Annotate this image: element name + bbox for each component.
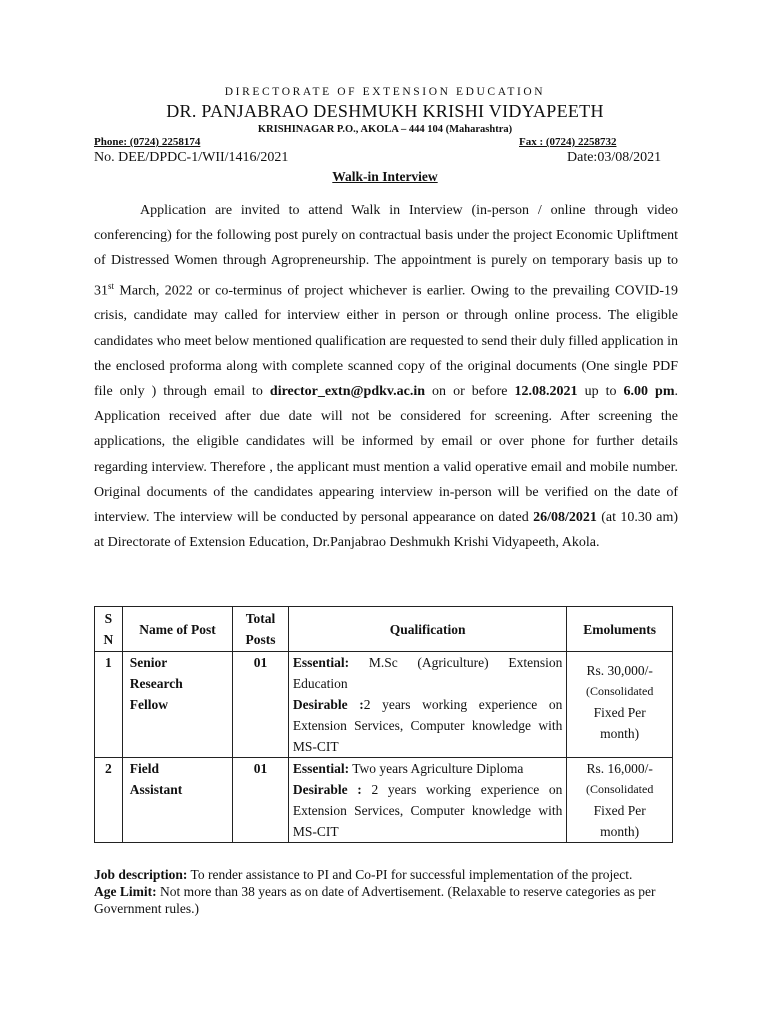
header-emoluments: Emoluments [567, 607, 673, 652]
posts-table [94, 606, 673, 843]
job-label: Job description: [94, 867, 188, 882]
essential-label: Essential: [292, 655, 350, 670]
table-header-row [95, 607, 673, 652]
row-total-posts: 01 [233, 652, 289, 758]
emolument-note: (Consolidated [586, 684, 654, 698]
deadline-time: 6.00 pm [623, 384, 675, 400]
letter-date: Date:03/08/2021 [567, 150, 662, 165]
emolument-note: Fixed Per [593, 803, 646, 818]
row-post-name [122, 758, 232, 843]
header-total-line1: Total [245, 611, 276, 626]
desirable-label: Desirable : [292, 782, 362, 797]
post-name-line: Field [129, 761, 160, 776]
post-name-line: Senior [129, 655, 168, 670]
header-total-line2: Posts [245, 632, 276, 647]
emolument-amount: Rs. 16,000/- [586, 761, 653, 776]
essential-text: Two years Agriculture Diploma [349, 761, 524, 776]
row-qualification [288, 758, 567, 843]
emolument-note: Fixed Per [593, 705, 646, 720]
address-line: KRISHINAGAR P.O., AKOLA – 444 104 (Maharashtra) [257, 124, 513, 135]
age-text: Not more than 38 years as on date of Advertisement. (Relaxable to reserve categories as per Government rules.) [94, 884, 656, 916]
header-sn-line1: S [104, 611, 113, 626]
footer-notes [94, 866, 678, 917]
age-limit [94, 883, 678, 917]
phone-number: Phone: (0724) 2258174 [94, 136, 201, 148]
header-sn [95, 607, 123, 652]
job-text: To render assistance to PI and Co-PI for successful implementation of the project. [187, 867, 633, 882]
desirable-label: Desirable : [292, 697, 364, 712]
interview-date: 26/08/2021 [533, 510, 597, 526]
post-name-line: Fellow [129, 697, 169, 712]
body-text-4: up to [577, 384, 624, 400]
ordinal-suffix: st [108, 280, 115, 291]
header-sn-line2: N [103, 632, 114, 647]
table-row [95, 652, 673, 758]
header-qualification: Qualification [288, 607, 567, 652]
post-name-line: Research [129, 676, 183, 691]
emolument-note: month) [600, 824, 640, 839]
row-emoluments [567, 758, 673, 843]
essential-label: Essential: [292, 761, 350, 776]
row-total-posts: 01 [233, 758, 289, 843]
row-sn: 1 [95, 652, 123, 758]
table-row [95, 758, 673, 843]
desirable-text: 2 years working experience on Extension Services, Computer knowledge with MS-CIT [292, 782, 563, 839]
page-title: Walk-in Interview [332, 169, 438, 184]
fax-number: Fax : (0724) 2258732 [519, 136, 617, 148]
reference-number: No. DEE/DPDC-1/WII/1416/2021 [94, 150, 289, 165]
desirable-text: 2 years working experience on Extension Services, Computer knowledge with MS-CIT [292, 697, 563, 754]
body-text-6: (at 10.30 am) at Directorate of Extension Education, Dr.Panjabrao Deshmukh Krishi Vidyapeeth, Akola. [94, 510, 679, 551]
row-emoluments [567, 652, 673, 758]
essential-text: M.Sc (Agriculture) Extension Education [292, 655, 563, 691]
university-name: DR. PANJABRAO DESHMUKH KRISHI VIDYAPEETH [166, 101, 604, 121]
post-name-line: Assistant [129, 782, 183, 797]
emolument-note: (Consolidated [586, 782, 654, 796]
row-post-name [122, 652, 232, 758]
emolument-note: month) [600, 726, 640, 741]
deadline-date: 12.08.2021 [514, 384, 578, 400]
row-sn: 2 [95, 758, 123, 843]
body-text-3: on or before [425, 384, 515, 400]
header-name: Name of Post [122, 607, 232, 652]
body-text-5: . Application received after due date will not be considered for screening. After screening the applications, the eligible candidates will be informed by email or over phone for further details regarding interview. Therefore , the applicant must mention a valid operative email and mobile number. Original documents of the candidates appearing interview in-person will be verified on the date of interview. The interview will be conducted by personal appearance on dated [94, 384, 679, 526]
header-total [233, 607, 289, 652]
row-qualification [288, 652, 567, 758]
contact-email: director_extn@pdkv.ac.in [269, 384, 426, 400]
body-text-1: Application are invited to attend Walk in Interview (in-person / online through video conferencing) for the following post purely on contractual basis under the project Economic Upliftment of Distressed Women through Agropreneurship. The appointment is purely on temporary basis up to 31 [94, 203, 678, 299]
emolument-amount: Rs. 30,000/- [586, 663, 653, 678]
directorate-heading: DIRECTORATE OF EXTENSION EDUCATION [224, 86, 546, 98]
age-label: Age Limit: [94, 884, 157, 899]
body-text-2: March, 2022 or co-terminus of project whichever is earlier. Owing to the prevailing COVID-19 crisis, candidate may called for interview either in person or through online process. The eligible candidates who meet below mentioned qualification are requested to send their duly filled application in the enclosed proforma along with complete scanned copy of the original documents (One single PDF file only ) through email to [94, 283, 678, 400]
body-paragraph [94, 198, 678, 556]
job-description [94, 866, 678, 883]
